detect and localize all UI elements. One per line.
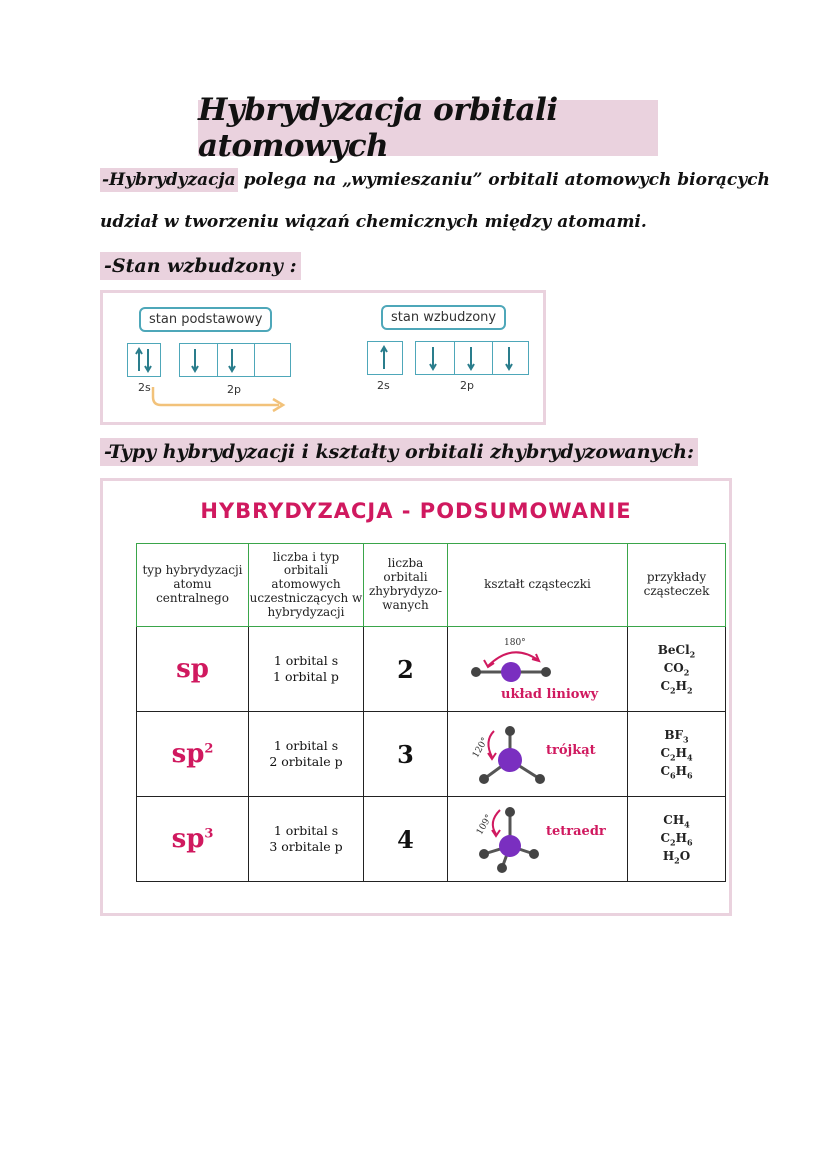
intro-line-2: udział w tworzeniu wiązań chemicznych między atomami. [100,212,647,232]
example-molecule: CH [663,812,685,827]
shape-label: układ liniowy [501,686,599,702]
down-arrow-icon [180,344,290,375]
page-title: Hybrydyzacja orbitali atomowych [198,100,658,156]
intro-line-1-text: polega na „wymieszaniu” orbitali atomowych biorących [237,170,770,190]
excited-2s-label: 2s [377,379,390,392]
ground-2p-label: 2p [227,383,241,396]
shape-label: tetraedr [546,823,606,839]
hybridization-cell [137,712,249,797]
example-molecule-5: $H_2O$ [662,849,691,866]
orbital-diagram [100,290,546,425]
excited-2s-box [367,341,403,375]
orbital-p: 1 orbital p [273,669,339,684]
example-molecule: BeCl [657,642,690,657]
header-shape: kształt cząsteczki [448,544,628,627]
intro-lead: -Hybrydyzacja [102,170,236,190]
hybrid-count: 4 [364,797,448,882]
summary-figure [100,478,732,916]
example-molecule-2: $C_2H_4$ [660,745,693,763]
shape-label: trójkąt [546,742,596,758]
summary-title: HYBRYDYZACJA - PODSUMOWANIE [200,499,632,523]
example-molecule-3: $C_6H_6$ [660,764,693,781]
paired-arrows-icon [128,344,159,375]
hybrid-count: 2 [364,627,448,712]
example-molecule: BF [664,727,684,742]
hybridization-type: sp [171,824,205,854]
ground-2s-box [127,343,161,377]
hybridization-type: sp [176,654,209,684]
orbitals-cell [249,627,364,712]
hybridization-type: sp [171,739,205,769]
example-molecule-4: $C_2H_6$ [660,830,693,848]
header-hybrid-count: liczba orbitali zhybrydyzo-wanych [364,544,448,627]
orbital-s: 1 orbital s [273,822,339,838]
up-arrow-icon [368,342,401,373]
trigonal-molecule-icon [448,713,628,796]
hybridization-superscript: 3 [204,826,214,842]
shape-cell [448,712,628,797]
summary-table [136,543,726,882]
example-molecule-1: $C_2H_2$ [660,679,693,696]
orbitals-cell [249,797,364,882]
hybridization-superscript: 2 [204,741,214,757]
bond-angle-label: 109° [475,812,495,837]
down-arrow-icon [416,342,528,373]
table-row [137,797,726,882]
section-heading-excited-state: -Stan wzbudzony : [100,252,301,280]
hybridization-cell [137,627,249,712]
orbital-p: 3 orbitale p [269,839,343,854]
section-heading-types: -Typy hybrydyzacji i kształty orbitali zhybrydyzowanych: [100,438,698,466]
tetrahedral-molecule-icon [448,798,628,881]
examples-cell: BeCl$_2$ $CO_2$ $C_2H_2$ [628,627,726,712]
header-examples: przykłady cząsteczek [628,544,726,627]
bond-angle-label: 120° [471,735,491,760]
examples-cell: $BF_3$ $C_2H_4$ $C_6H_6$ [628,712,726,797]
orbital-p: 2 orbitale p [269,754,343,769]
header-orbitals: liczba i typ orbitali atomowych uczestniczących w hybrydyzacji [249,544,364,627]
examples-cell: $CH_4$ $C_2H_6$ $H_2O$ [628,797,726,882]
intro-line-1 [100,170,770,190]
shape-cell [448,627,628,712]
orbital-s: 1 orbital s [273,652,339,668]
header-hybridization-type: typ hybrydyzacji atomu centralnego [137,544,249,627]
table-row [137,627,726,712]
ground-2s-label: 2s [138,381,151,394]
bond-angle-label: 180° [504,637,526,648]
promotion-arrow-icon [147,387,307,417]
excited-2p-box [415,341,529,375]
shape-cell [448,797,628,882]
hybridization-cell [137,797,249,882]
hybrid-count: 3 [364,712,448,797]
ground-state-label: stan podstawowy [139,307,272,332]
excited-state-label: stan wzbudzony [381,305,506,330]
ground-2p-box [179,343,291,377]
table-row [137,712,726,797]
example-molecule: CO [663,660,684,675]
orbitals-cell [249,712,364,797]
table-header-row [137,544,726,627]
excited-2p-label: 2p [460,379,474,392]
orbital-s: 1 orbital s [273,737,339,753]
